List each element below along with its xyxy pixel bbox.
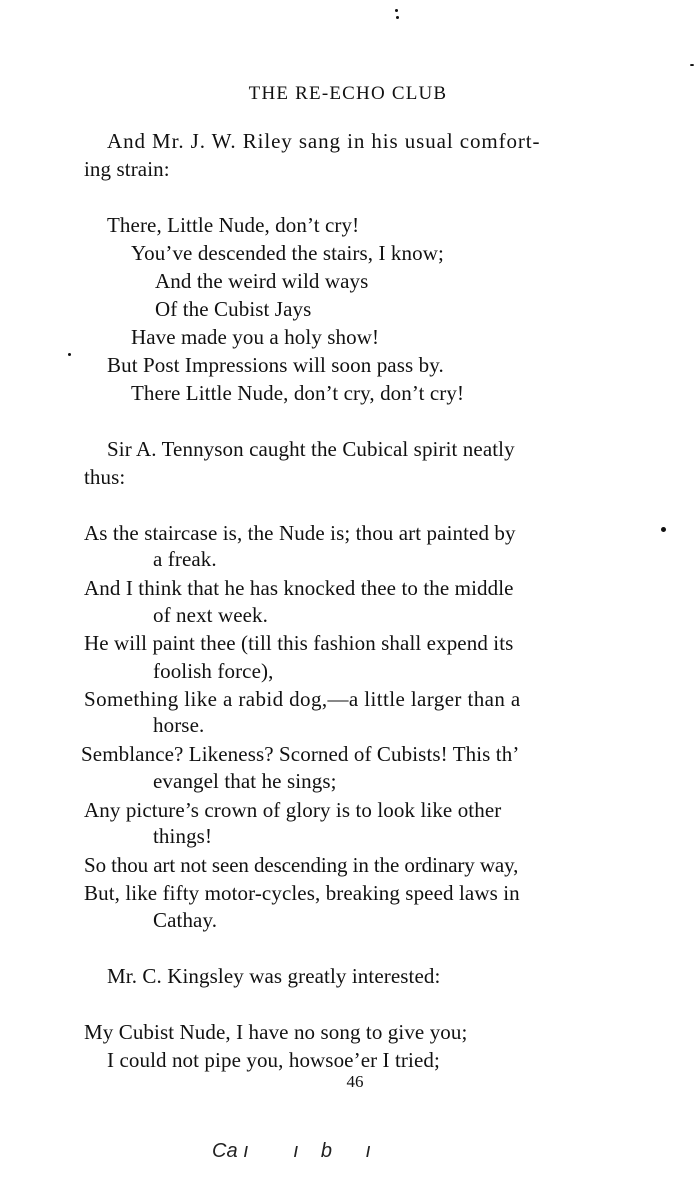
verse-line: But, like fifty motor-cycles, breaking speed laws in <box>84 881 520 905</box>
verse-line: You’ve descended the stairs, I know; <box>131 241 444 265</box>
running-header: THE RE-ECHO CLUB <box>248 83 448 104</box>
scan-speck <box>396 16 399 19</box>
verse-line: horse. <box>153 713 205 737</box>
paragraph-line: ing strain: <box>84 157 170 181</box>
scan-speck <box>661 527 666 532</box>
verse-line: Of the Cubist Jays <box>155 297 312 321</box>
scan-speck <box>395 9 398 12</box>
verse-line: Have made you a holy show! <box>131 325 380 349</box>
verse-line: And the weird wild ways <box>155 269 369 293</box>
verse-line: Any picture’s crown of glory is to look like other <box>84 798 502 822</box>
page-number: 46 <box>346 1072 364 1091</box>
verse-line: of next week. <box>153 603 269 627</box>
paragraph-line: And Mr. J. W. Riley sang in his usual comfort- <box>107 129 541 153</box>
verse-line: Something like a rabid dog,—a little larger than a <box>84 687 521 711</box>
verse-line: My Cubist Nude, I have no song to give you; <box>84 1020 468 1044</box>
verse-line: He will paint thee (till this fashion shall expend its <box>84 631 514 655</box>
verse-line: evangel that he sings; <box>153 769 337 793</box>
scan-speck <box>690 64 694 66</box>
verse-line: There Little Nude, don’t cry, don’t cry! <box>131 381 465 405</box>
verse-line: There, Little Nude, don’t cry! <box>107 213 360 237</box>
verse-line: As the staircase is, the Nude is; thou art painted by <box>84 521 516 545</box>
verse-line: things! <box>153 824 213 848</box>
verse-line: foolish force), <box>153 659 274 683</box>
paragraph-line: Sir A. Tennyson caught the Cubical spirit neatly <box>107 437 515 461</box>
verse-line: I could not pipe you, howsoe’er I tried; <box>107 1048 440 1072</box>
verse-line: Semblance? Likeness? Scorned of Cubists! This th’ <box>81 742 520 766</box>
footer-scan-text: Ca ı ı b ı <box>212 1140 371 1162</box>
verse-line: a freak. <box>153 547 217 571</box>
verse-line: And I think that he has knocked thee to the middle <box>84 576 514 600</box>
paragraph-line: Mr. C. Kingsley was greatly interested: <box>107 964 441 988</box>
verse-line: Cathay. <box>153 908 218 932</box>
verse-line: So thou art not seen descending in the ordinary way, <box>84 853 519 877</box>
paragraph-line: thus: <box>84 465 126 489</box>
scan-speck <box>68 353 71 356</box>
verse-line: But Post Impressions will soon pass by. <box>107 353 444 377</box>
